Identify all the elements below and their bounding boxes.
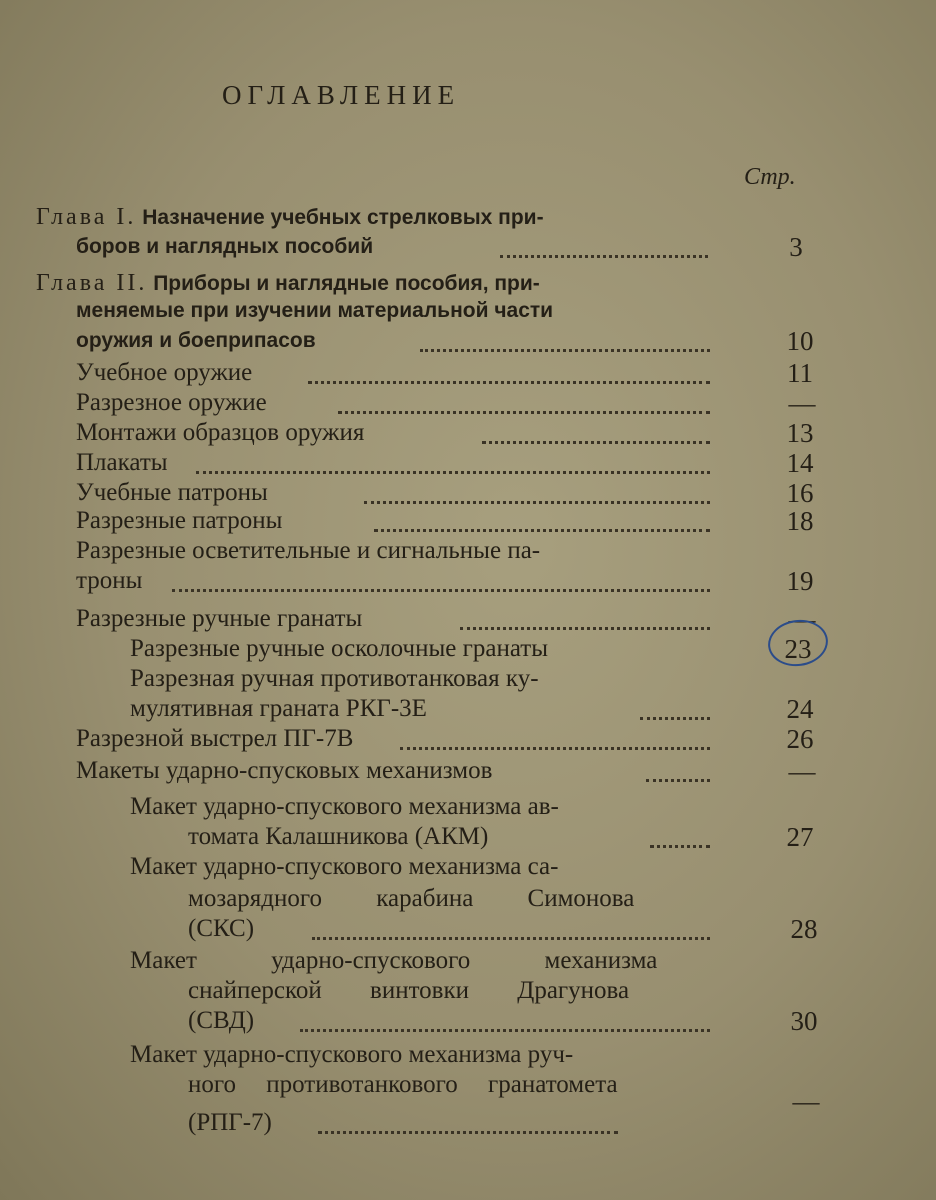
toc-entry bbox=[0, 756, 936, 786]
entry-title-line: (СКС) bbox=[188, 915, 255, 942]
page-number: 24 bbox=[786, 694, 814, 724]
entry-title-line: троны bbox=[76, 567, 143, 594]
entry-title-line: мозарядного карабина Симонова bbox=[188, 885, 635, 912]
dot-leader bbox=[300, 999, 710, 1032]
dot-leader bbox=[312, 907, 710, 940]
entry-title-line: Макеты ударно-спусковых механизмов bbox=[76, 757, 493, 784]
dot-leader bbox=[400, 717, 710, 750]
page-number: 3 bbox=[789, 232, 803, 262]
toc-entry bbox=[0, 566, 936, 596]
entry-title-line: Разрезные осветительные и сигнальные па- bbox=[76, 537, 541, 564]
toc-entry bbox=[0, 232, 936, 262]
dot-leader bbox=[646, 749, 710, 782]
entry-title-line: Учебное оружие bbox=[76, 359, 253, 386]
entry-title-line: оружия и боеприпасов bbox=[76, 329, 316, 352]
dot-leader bbox=[420, 319, 710, 352]
entry-title-line: Макет ударно-спускового механизма ав- bbox=[130, 793, 559, 820]
page-number: 11 bbox=[787, 358, 813, 388]
toc-entry bbox=[0, 506, 936, 536]
entry-title-line: Учебные патроны bbox=[76, 479, 268, 506]
toc-entry bbox=[0, 1086, 936, 1138]
entry-title-line: снайперской винтовки Драгунова bbox=[188, 977, 630, 1004]
entry-title-line: ного противотанкового гранатомета bbox=[188, 1071, 618, 1098]
toc-entry bbox=[0, 1006, 936, 1036]
entry-title-line: (СВД) bbox=[188, 1007, 255, 1034]
page-number: 13 bbox=[786, 418, 814, 448]
page-column-header: Стр. bbox=[744, 164, 796, 190]
toc-entry bbox=[0, 852, 936, 882]
toc-entry bbox=[0, 914, 936, 944]
page-number: 10 bbox=[786, 326, 814, 356]
dot-leader bbox=[338, 381, 710, 414]
dot-leader bbox=[640, 687, 710, 720]
page-number: 27 bbox=[786, 822, 814, 852]
entry-title-line: Макет ударно-спускового механизма bbox=[130, 947, 658, 974]
toc-entry bbox=[0, 792, 936, 822]
toc-entry bbox=[0, 388, 936, 418]
dot-leader bbox=[482, 411, 710, 444]
entry-title-line: Назначение учебных стрелковых при- bbox=[142, 206, 544, 229]
page-number: 19 bbox=[786, 566, 814, 596]
toc-entry bbox=[0, 1040, 936, 1070]
toc-entry bbox=[0, 202, 936, 232]
entry-title-line: томата Калашникова (АКМ) bbox=[188, 823, 489, 850]
entry-title-line: Макет ударно-спускового механизма руч- bbox=[130, 1041, 574, 1068]
page-number: 30 bbox=[790, 1006, 818, 1036]
entry-title-line: мулятивная граната РКГ-3Е bbox=[130, 695, 427, 722]
dot-leader bbox=[172, 559, 710, 592]
toc-entry bbox=[0, 268, 936, 298]
dot-leader bbox=[650, 815, 710, 848]
page-number: — bbox=[788, 604, 816, 634]
dot-leader bbox=[460, 597, 710, 630]
entry-title-line: Макет ударно-спускового механизма са- bbox=[130, 853, 559, 880]
toc-entry bbox=[0, 664, 936, 694]
page-number: 28 bbox=[790, 914, 818, 944]
entry-title-line: меняемые при изучении материальной части bbox=[76, 299, 554, 322]
page-title: ОГЛАВЛЕНИЕ bbox=[222, 80, 461, 110]
page-number: 14 bbox=[786, 448, 814, 478]
page-number: 26 bbox=[786, 724, 814, 754]
page-number: 18 bbox=[786, 506, 814, 536]
chapter-label: Глава II. bbox=[36, 270, 148, 296]
entry-title-line: Разрезные ручные осколочные гранаты bbox=[130, 635, 549, 662]
entry-title-line: Разрезные патроны bbox=[76, 507, 283, 534]
page-number: — bbox=[788, 756, 816, 786]
entry-title-line: Разрезное оружие bbox=[76, 389, 267, 416]
dot-leader bbox=[500, 225, 708, 258]
dot-leader bbox=[318, 1101, 618, 1134]
entry-title-line: боров и наглядных пособий bbox=[76, 235, 374, 258]
entry-title-line: Разрезные ручные гранаты bbox=[76, 605, 363, 632]
entry-title-line: Приборы и наглядные пособия, при- bbox=[153, 272, 540, 295]
entry-title-line: (РПГ-7) bbox=[188, 1109, 272, 1136]
page-number: 16 bbox=[786, 478, 814, 508]
toc-entry bbox=[0, 822, 936, 852]
entry-title-line: Монтажи образцов оружия bbox=[76, 419, 365, 446]
page-number: — bbox=[788, 388, 816, 418]
page-number: 23 bbox=[784, 634, 812, 664]
page-number: — bbox=[792, 1086, 820, 1116]
dot-leader bbox=[374, 499, 710, 532]
chapter-label: Глава I. bbox=[36, 204, 137, 230]
dot-leader bbox=[196, 441, 710, 474]
toc-entry bbox=[0, 946, 936, 976]
entry-title-line: Плакаты bbox=[76, 449, 168, 476]
toc-entry bbox=[0, 724, 936, 754]
dot-leader bbox=[308, 351, 710, 384]
entry-title-line: Разрезной выстрел ПГ-7В bbox=[76, 725, 354, 752]
entry-title-line: Разрезная ручная противотанковая ку- bbox=[130, 665, 539, 692]
